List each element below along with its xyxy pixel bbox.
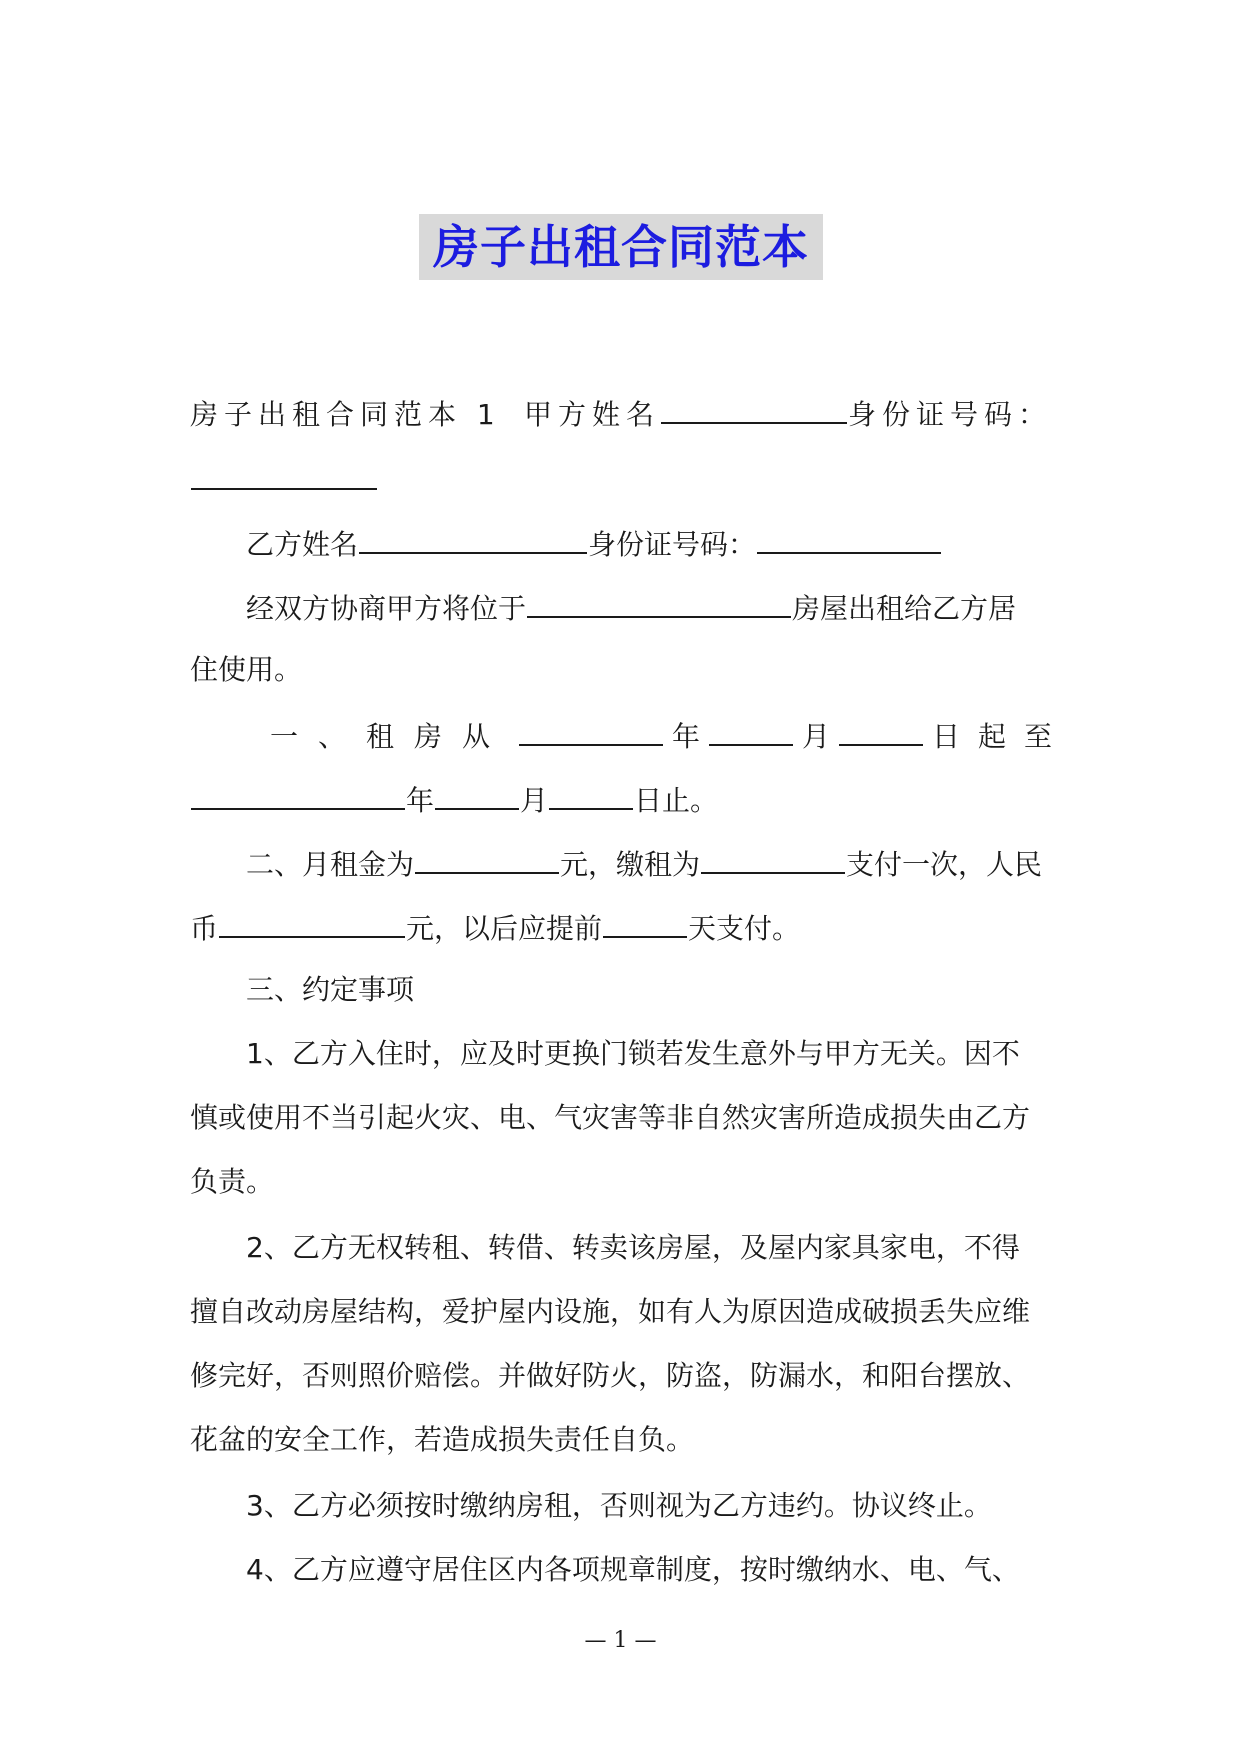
start-year-blank[interactable] — [519, 714, 663, 746]
document-title: 房子出租合同范本 — [419, 214, 823, 280]
clause-1-line-2: 慎或使用不当引起火灾、电、气灾害等非自然灾害所造成损失由乙方 — [190, 1101, 1031, 1134]
start-day-blank[interactable] — [839, 714, 923, 746]
address-label: 经双方协商甲方将位于 — [246, 592, 527, 625]
party-a-id-label: 身份证号码： — [847, 398, 1052, 431]
contract-number: 房子出租合同范本 1 — [190, 398, 501, 431]
lease-end-line — [190, 778, 1052, 818]
advance-label: 元，以后应提前 — [406, 912, 603, 945]
end-day-blank[interactable] — [549, 778, 633, 810]
party-a-name-blank[interactable] — [661, 392, 847, 424]
address-suffix: 房屋出租给乙方居 — [792, 592, 1017, 625]
payment-cycle-label: 元，缴租为 — [560, 848, 701, 881]
currency-label: 币 — [190, 912, 219, 945]
address-line — [190, 586, 1052, 626]
end-month-blank[interactable] — [435, 778, 519, 810]
party-a-name-label: 甲方姓名 — [523, 398, 660, 431]
payment-cycle-blank[interactable] — [701, 842, 845, 874]
party-a-line — [190, 392, 1052, 432]
end-year-blank[interactable] — [191, 778, 405, 810]
month-label: 月 — [801, 720, 830, 753]
advance-days-blank[interactable] — [603, 906, 687, 938]
rent-line — [190, 842, 1052, 882]
lease-start-line — [190, 714, 1070, 754]
party-b-id-label: 身份证号码： — [588, 528, 757, 561]
party-a-id-blank[interactable] — [191, 458, 377, 490]
end-day-label: 日止。 — [634, 784, 719, 817]
section-heading: 三、约定事项 — [246, 973, 415, 1006]
page-number: — 1 — — [584, 1628, 657, 1653]
clause-2-line-2: 擅自改动房屋结构，爱护屋内设施，如有人为原因造成破损丢失应维 — [190, 1295, 1031, 1328]
rent-amount-blank[interactable] — [219, 906, 405, 938]
text-line: 住使用。 — [190, 653, 303, 686]
clause-4-line-1: 4、乙方应遵守居住区内各项规章制度，按时缴纳水、电、气、 — [246, 1553, 1020, 1586]
advance-suffix: 天支付。 — [688, 912, 801, 945]
party-b-id-blank[interactable] — [757, 522, 941, 554]
party-b-line — [190, 522, 1052, 562]
monthly-rent-blank[interactable] — [415, 842, 559, 874]
clause-2-line-4: 花盆的安全工作，若造成损失责任自负。 — [190, 1423, 695, 1456]
year-label: 年 — [671, 720, 700, 753]
party-b-name-blank[interactable] — [359, 522, 587, 554]
payment-suffix: 支付一次，人民 — [846, 848, 1043, 881]
lease-from-label: 一、租房从 — [270, 720, 511, 753]
clause-3-line-1: 3、乙方必须按时缴纳房租，否则视为乙方违约。协议终止。 — [246, 1489, 992, 1522]
rent-amount-line — [190, 906, 1052, 946]
day-to-label: 日起至 — [931, 720, 1070, 753]
start-month-blank[interactable] — [709, 714, 793, 746]
end-month-label: 月 — [520, 784, 549, 817]
address-blank[interactable] — [527, 586, 791, 618]
end-year-label: 年 — [406, 784, 435, 817]
clause-2-line-1: 2、乙方无权转租、转借、转卖该房屋，及屋内家具家电，不得 — [246, 1231, 1020, 1264]
monthly-rent-label: 二、月租金为 — [246, 848, 415, 881]
party-a-id-line — [190, 458, 1052, 498]
clause-1-line-3: 负责。 — [190, 1165, 275, 1198]
party-b-name-label: 乙方姓名 — [246, 528, 359, 561]
clause-1-line-1: 1、乙方入住时，应及时更换门锁若发生意外与甲方无关。因不 — [246, 1037, 1020, 1070]
clause-2-line-3: 修完好，否则照价赔偿。并做好防火，防盗，防漏水，和阳台摆放、 — [190, 1359, 1031, 1392]
